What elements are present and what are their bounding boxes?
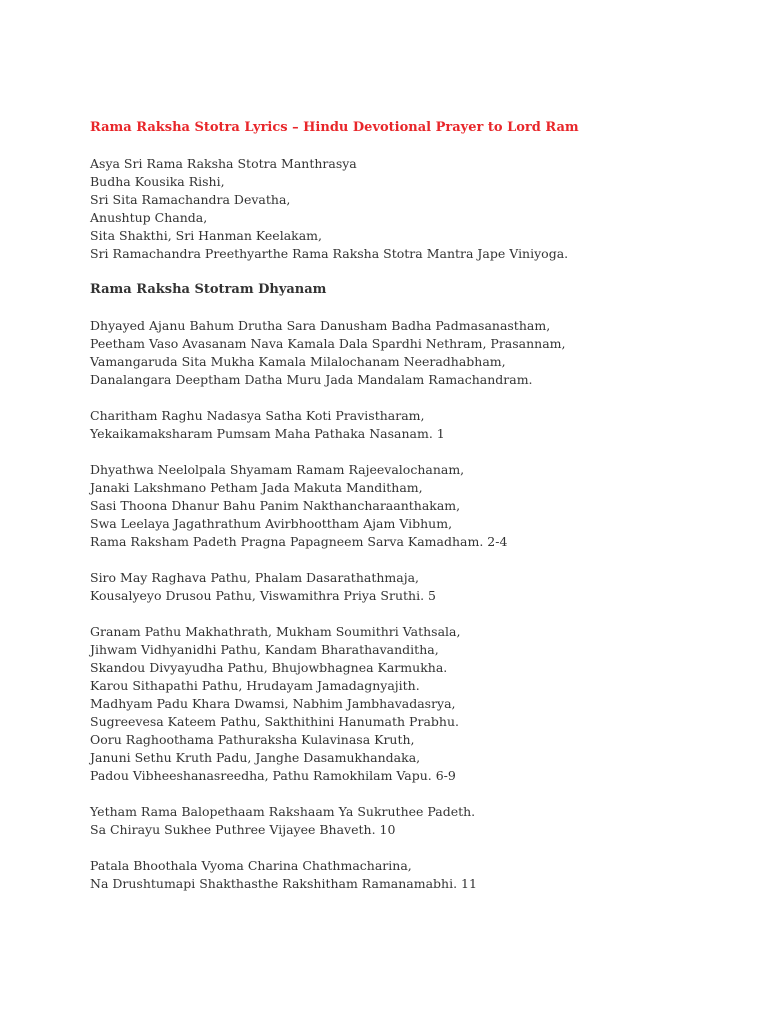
verse-line: Vamangaruda Sita Mukha Kamala Milalochanam Neeradhabham, (90, 354, 506, 369)
stanza (90, 317, 750, 389)
verse-line: Dhyathwa Neelolpala Shyamam Ramam Rajeevalochanam, (90, 462, 465, 477)
verse-line: Na Drushtumapi Shakthasthe Rakshitham Ramanamabhi. 11 (90, 876, 477, 891)
verse-line: Sugreevesa Kateem Pathu, Sakthithini Hanumath Prabhu. (90, 714, 459, 729)
intro-line: Sri Sita Ramachandra Devatha, (90, 192, 291, 207)
verse-line: Padou Vibheeshanasreedha, Pathu Ramokhilam Vapu. 6-9 (90, 768, 456, 783)
verse-line: Peetham Vaso Avasanam Nava Kamala Dala Spardhi Nethram, Prasannam, (90, 336, 566, 351)
verse-line: Sa Chirayu Sukhee Puthree Vijayee Bhaveth. 10 (90, 822, 396, 837)
intro-line: Sita Shakthi, Sri Hanman Keelakam, (90, 228, 323, 243)
verse-line: Patala Bhoothala Vyoma Charina Chathmacharina, (90, 858, 412, 873)
document-page (90, 119, 750, 911)
stanza (90, 623, 750, 785)
verse-line: Siro May Raghava Pathu, Phalam Dasarathathmaja, (90, 570, 420, 585)
document-title: Rama Raksha Stotra Lyrics – Hindu Devotional Prayer to Lord Ram (90, 120, 579, 135)
verse-line: Dhyayed Ajanu Bahum Drutha Sara Danusham Badha Padmasanastham, (90, 318, 551, 333)
verse-line: Karou Sithapathi Pathu, Hrudayam Jamadagnyajith. (90, 678, 420, 693)
stanza (90, 407, 750, 443)
intro-line: Anushtup Chanda, (90, 210, 208, 225)
verse-line: Kousalyeyo Drusou Pathu, Viswamithra Priya Sruthi. 5 (90, 588, 436, 603)
dhyanam-heading: Rama Raksha Stotram Dhyanam (90, 282, 327, 297)
verse-line: Yetham Rama Balopethaam Rakshaam Ya Sukruthee Padeth. (90, 804, 476, 819)
intro-block (90, 155, 750, 263)
verse-line: Rama Raksham Padeth Pragna Papagneem Sarva Kamadham. 2-4 (90, 534, 508, 549)
intro-line: Budha Kousika Rishi, (90, 174, 225, 189)
stanza (90, 857, 750, 893)
verse-line: Januni Sethu Kruth Padu, Janghe Dasamukhandaka, (90, 750, 421, 765)
verse-line: Skandou Divyayudha Pathu, Bhujowbhagnea Karmukha. (90, 660, 448, 675)
verse-line: Jihwam Vidhyanidhi Pathu, Kandam Bharathavanditha, (90, 642, 439, 657)
verse-line: Charitham Raghu Nadasya Satha Koti Pravistharam, (90, 408, 425, 423)
intro-line: Asya Sri Rama Raksha Stotra Manthrasya (90, 156, 357, 171)
verse-line: Swa Leelaya Jagathrathum Avirbhoottham Ajam Vibhum, (90, 516, 453, 531)
verse-line: Sasi Thoona Dhanur Bahu Panim Nakthancharaanthakam, (90, 498, 461, 513)
stanza (90, 569, 750, 605)
stanza (90, 461, 750, 551)
verse-line: Madhyam Padu Khara Dwamsi, Nabhim Jambhavadasrya, (90, 696, 456, 711)
verse-line: Granam Pathu Makhathrath, Mukham Soumithri Vathsala, (90, 624, 461, 639)
verse-line: Janaki Lakshmano Petham Jada Makuta Manditham, (90, 480, 423, 495)
verse-line: Ooru Raghoothama Pathuraksha Kulavinasa Kruth, (90, 732, 415, 747)
verse-line: Danalangara Deeptham Datha Muru Jada Mandalam Ramachandram. (90, 372, 533, 387)
stanza (90, 803, 750, 839)
verse-line: Yekaikamaksharam Pumsam Maha Pathaka Nasanam. 1 (90, 426, 445, 441)
intro-line: Sri Ramachandra Preethyarthe Rama Raksha Stotra Mantra Jape Viniyoga. (90, 246, 569, 261)
